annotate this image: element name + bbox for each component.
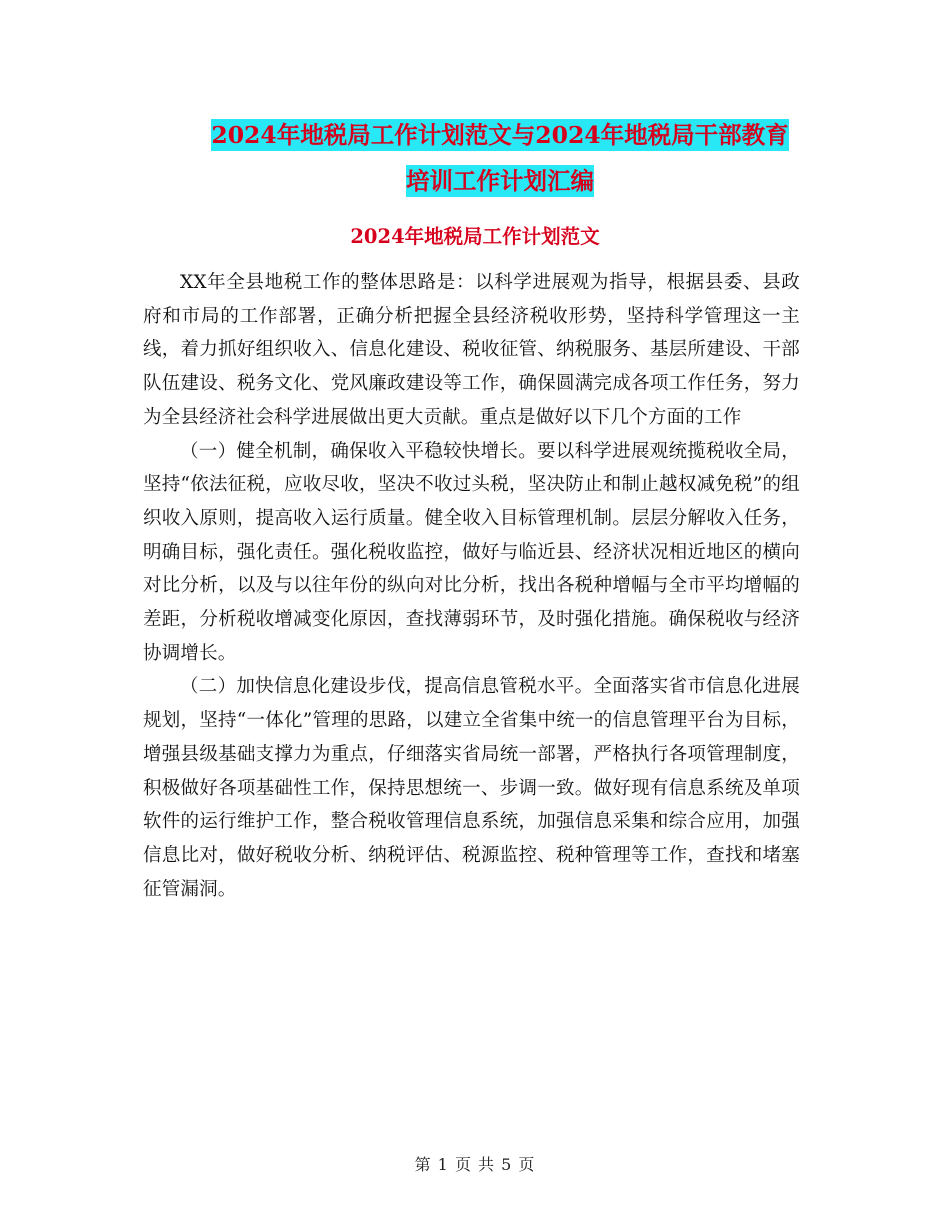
paragraph-intro: XX年全县地税工作的整体思路是：以科学进展观为指导，根据县委、县政府和市局的工作部署，正确分析把握全县经济税收形势，坚持科学管理这一主线，着力抓好组织收入、信息化建设、税收征管、纳税服务、基层所建设、干部队伍建设、税务文化、党风廉政建设等工作，确保圆满完成各项工作任务，努力为全县经济社会科学进展做出更大贡献。重点是做好以下几个方面的工作 bbox=[143, 272, 800, 428]
document-body bbox=[143, 266, 800, 906]
document-title bbox=[140, 112, 860, 204]
paragraph-2: （二）加快信息化建设步伐，提高信息管税水平。全面落实省市信息化进展规划，坚持“一体化”管理的思路，以建立全省集中统一的信息管理平台为目标，增强县级基础支撑力为重点，仔细落实省局统一部署，严格执行各项管理制度，积极做好各项基础性工作，保持思想统一、步调一致。做好现有信息系统及单项软件的运行维护工作，整合税收管理信息系统，加强信息采集和综合应用，加强信息比对，做好税收分析、纳税评估、税源监控、税种管理等工作，查找和堵塞征管漏洞。 bbox=[143, 676, 800, 900]
page-footer: 第 1 页 共 5 页 bbox=[414, 1155, 536, 1174]
title-line-1: 2024年地税局工作计划范文与2024年地税局干部教育 bbox=[211, 121, 789, 149]
paragraph-1: （一）健全机制，确保收入平稳较快增长。要以科学进展观统揽税收全局，坚持“依法征税，应收尽收，坚决不收过头税，坚决防止和制止越权减免税”的组织收入原则，提高收入运行质量。健全收入目标管理机制。层层分解收入任务，明确目标，强化责任。强化税收监控，做好与临近县、经济状况相近地区的横向对比分析，以及与以往年份的纵向对比分析，找出各税种增幅与全市平均增幅的差距，分析税收增减变化原因，查找薄弱环节，及时强化措施。确保税收与经济协调增长。 bbox=[143, 440, 800, 664]
section-title: 2024年地税局工作计划范文 bbox=[350, 225, 600, 248]
title-line-2: 培训工作计划汇编 bbox=[406, 167, 594, 195]
